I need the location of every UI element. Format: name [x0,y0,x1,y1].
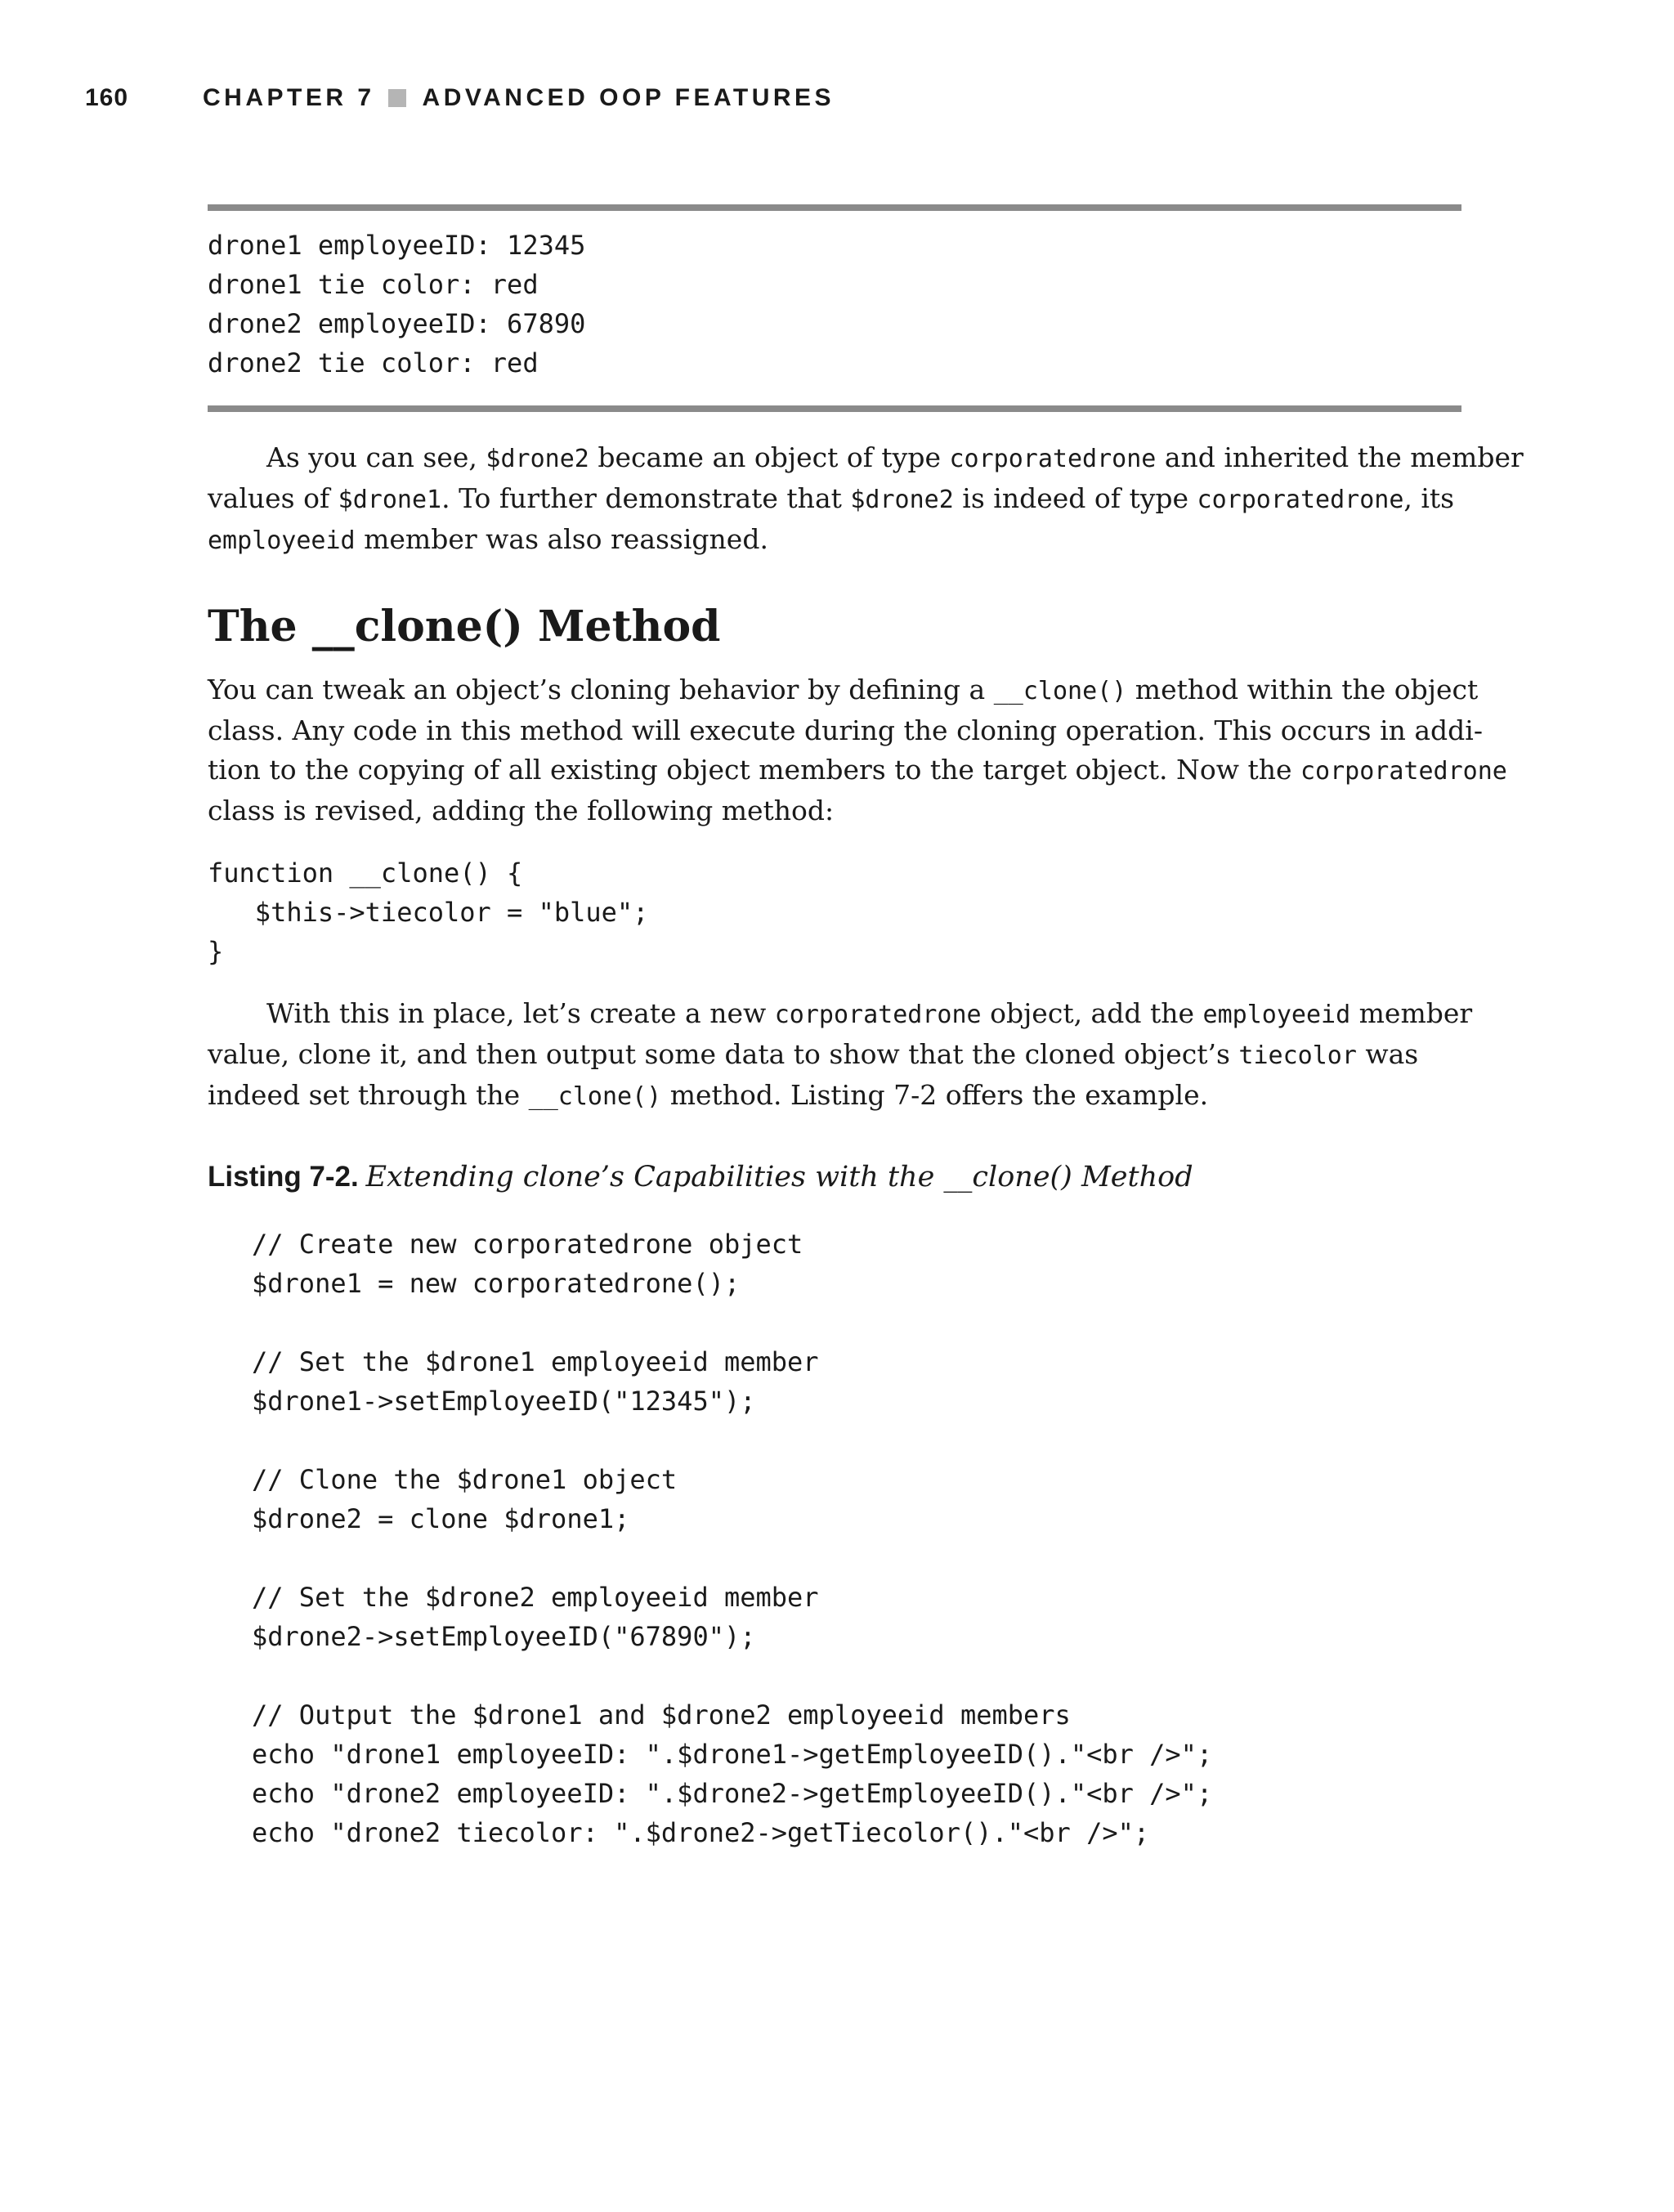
code-line: echo "drone2 tiecolor: ".$drone2->getTiecolor()."<br />"; [252,1817,1150,1848]
square-separator-icon [388,89,406,107]
code-line [252,1538,1212,1578]
paragraph-3 [208,994,1473,1117]
paragraph-line: value, clone it, and then output some data to show that the cloned object’s tiecolor was [208,1038,1419,1070]
output-top-rule [208,204,1461,211]
code-line: // Set the $drone1 employeeid member [252,1346,819,1377]
output-line: drone1 employeeID: 12345 [208,230,586,261]
listing-title: Extending clone’s Capabilities with the __clone() Method [365,1161,1193,1193]
code-line [252,1303,1212,1342]
chapter-heading [203,82,835,114]
output-block [208,226,585,383]
code-line: $this->tiecolor = "blue"; [208,897,649,928]
code-line [252,1656,1212,1695]
paragraph-line: values of $drone1. To further demonstrate that $drone2 is indeed of type corporatedrone, its [208,482,1455,514]
paragraph-line: class is revised, adding the following method: [208,795,835,826]
code-line: $drone1->setEmployeeID("12345"); [252,1386,756,1417]
code-line: $drone1 = new corporatedrone(); [252,1268,741,1299]
paragraph-line: indeed set through the __clone() method. Listing 7-2 offers the example. [208,1079,1209,1111]
section-heading: The __clone() Method [208,602,721,652]
code-line: // Output the $drone1 and $drone2 employeeid members [252,1699,1071,1731]
running-header [85,82,835,114]
code-line: echo "drone2 employeeID: ".$drone2->getEmployeeID()."<br />"; [252,1778,1213,1809]
output-line: drone1 tie color: red [208,269,539,300]
paragraph-2 [208,670,1507,831]
paragraph-line: With this in place, let’s create a new corporatedrone object, add the employeeid member [266,997,1473,1029]
output-line: drone2 employeeID: 67890 [208,308,586,339]
code-line: } [208,936,224,967]
code-line: // Clone the $drone1 object [252,1464,678,1495]
chapter-label: CHAPTER 7 [203,84,375,111]
paragraph-line: employeeid member was also reassigned. [208,523,768,555]
paragraph-line: As you can see, $drone2 became an object of type corporatedrone and inherited the member [266,441,1524,473]
code-line: // Set the $drone2 employeeid member [252,1582,819,1613]
page-number: 160 [85,84,129,111]
paragraph-line: tion to the copying of all existing object members to the target object. Now the corporatedrone [208,754,1507,786]
method-code-block [208,853,648,971]
listing-code-block [252,1225,1212,1852]
output-line: drone2 tie color: red [208,347,539,378]
code-line: function __clone() { [208,857,523,889]
listing-caption [208,1157,1193,1197]
paragraph-line: class. Any code in this method will execute during the cloning operation. This occurs in addi- [208,714,1483,746]
output-bottom-rule [208,405,1461,412]
code-line: echo "drone1 employeeID: ".$drone1->getEmployeeID()."<br />"; [252,1739,1213,1770]
code-line: $drone2 = clone $drone1; [252,1503,630,1534]
paragraph-1 [208,438,1524,561]
code-line [252,1421,1212,1460]
paragraph-line: You can tweak an object’s cloning behavior by defining a __clone() method within the object [208,674,1479,705]
code-line: // Create new corporatedrone object [252,1229,803,1260]
chapter-title: ADVANCED OOP FEATURES [422,84,835,111]
listing-label: Listing 7-2. [208,1161,359,1193]
code-line: $drone2->setEmployeeID("67890"); [252,1621,756,1652]
